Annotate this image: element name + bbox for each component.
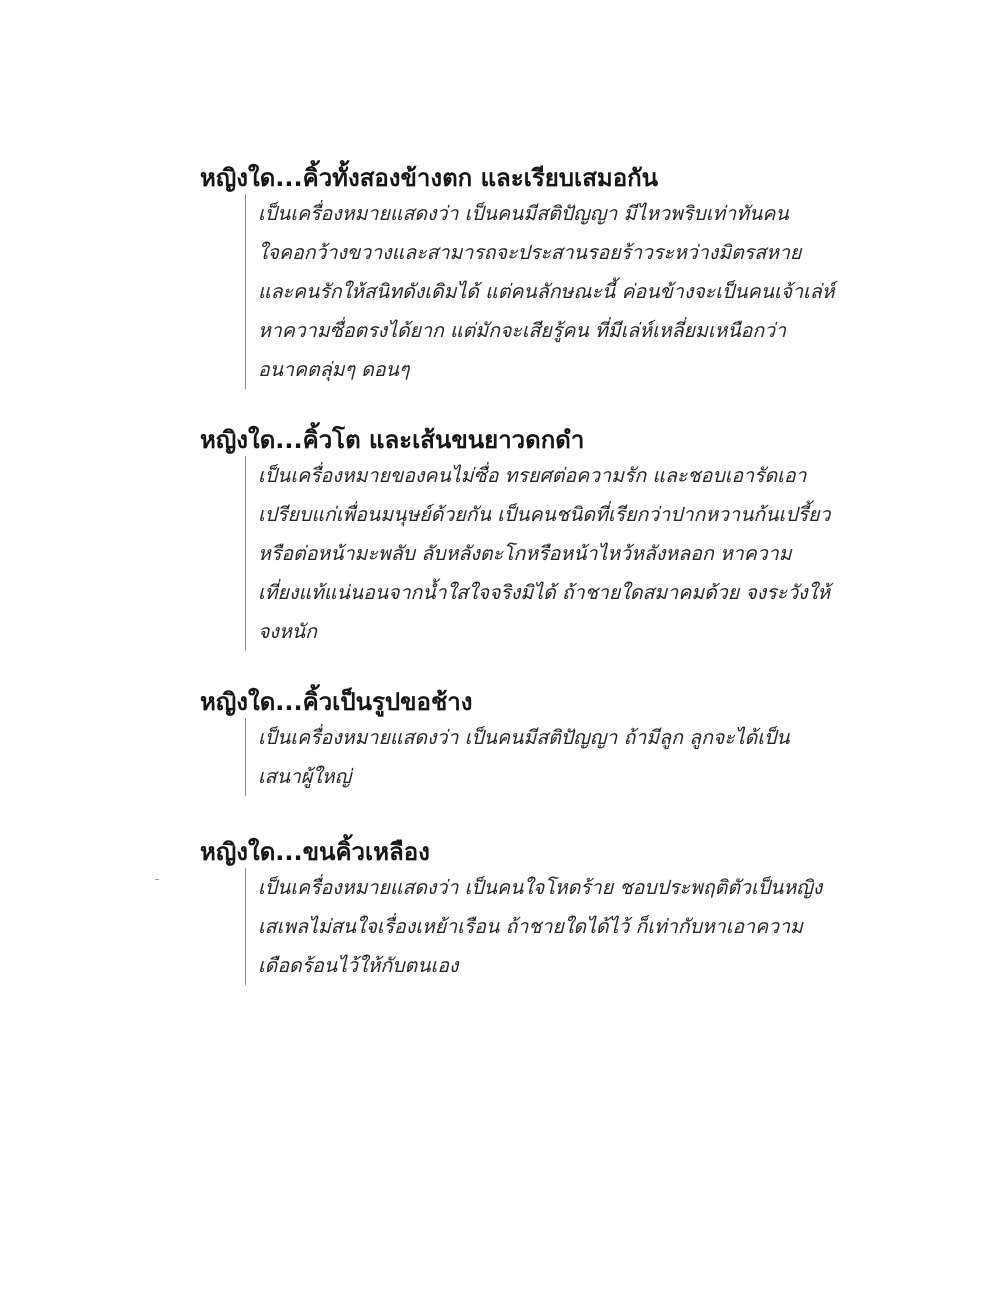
body-line: หาความซื่อตรงได้ยาก แต่มักจะเสียรู้คน ที่มีเล่ห์เหลี่ยมเหนือกว่า: [258, 319, 787, 342]
body-line: เป็นเครื่องหมายแสดงว่า เป็นคนมีสติปัญญา ถ้ามีลูก ลูกจะได้เป็น: [258, 726, 790, 749]
section-body: [245, 456, 831, 651]
scan-mark: [155, 879, 159, 880]
body-line: ใจคอกว้างขวางและสามารถจะประสานรอยร้าวระหว่างมิตรสหาย: [258, 241, 802, 264]
body-line: เสเพลไม่สนใจเรื่องเหย้าเรือน ถ้าชายใดได้ไว้ ก็เท่ากับหาเอาความ: [258, 915, 803, 938]
section-1: [200, 162, 835, 389]
section-heading: หญิงใด...คิ้วเป็นรูปขอช้าง: [200, 688, 473, 716]
body-line: เป็นเครื่องหมายของคนไม่ซื่อ ทรยศต่อความรัก และชอบเอารัดเอา: [258, 464, 807, 487]
body-line: เที่ยงแท้แน่นอนจากน้ำใสใจจริงมิได้ ถ้าชายใดสมาคมด้วย จงระวังให้: [258, 581, 831, 604]
section-heading: หญิงใด...คิ้วทั้งสองข้างตก และเรียบเสมอกัน: [200, 164, 659, 192]
body-line: จงหนัก: [258, 620, 317, 643]
section-heading: หญิงใด...คิ้วโต และเส้นขนยาวดกดำ: [200, 426, 585, 454]
body-line: อนาคตลุ่มๆ ดอนๆ: [258, 358, 410, 381]
section-body: [245, 718, 820, 796]
section-4: [200, 836, 823, 985]
body-line: เสนาผู้ใหญ่: [258, 765, 352, 788]
body-line: และคนรักให้สนิทดังเดิมได้ แต่คนลักษณะนี้ ค่อนข้างจะเป็นคนเจ้าเล่ห์: [258, 280, 835, 303]
body-line: เปรียบแก่เพื่อนมนุษย์ด้วยกัน เป็นคนชนิดที่เรียกว่าปากหวานก้นเปรี้ยว: [258, 503, 831, 526]
section-2: [200, 424, 831, 651]
body-line: เป็นเครื่องหมายแสดงว่า เป็นคนมีสติปัญญา มีไหวพริบเท่าทันคน: [258, 202, 789, 225]
section-body: [245, 194, 835, 389]
body-line: เดือดร้อนไว้ให้กับตนเอง: [258, 954, 459, 977]
body-line: เป็นเครื่องหมายแสดงว่า เป็นคนใจโหดร้าย ชอบประพฤติตัวเป็นหญิง: [258, 876, 823, 899]
body-line: หรือต่อหน้ามะพลับ ลับหลังตะโกหรือหน้าไหว้หลังหลอก หาความ: [258, 542, 792, 565]
section-body: [245, 868, 823, 985]
section-heading: หญิงใด...ขนคิ้วเหลือง: [200, 838, 430, 866]
section-3: [200, 686, 820, 796]
